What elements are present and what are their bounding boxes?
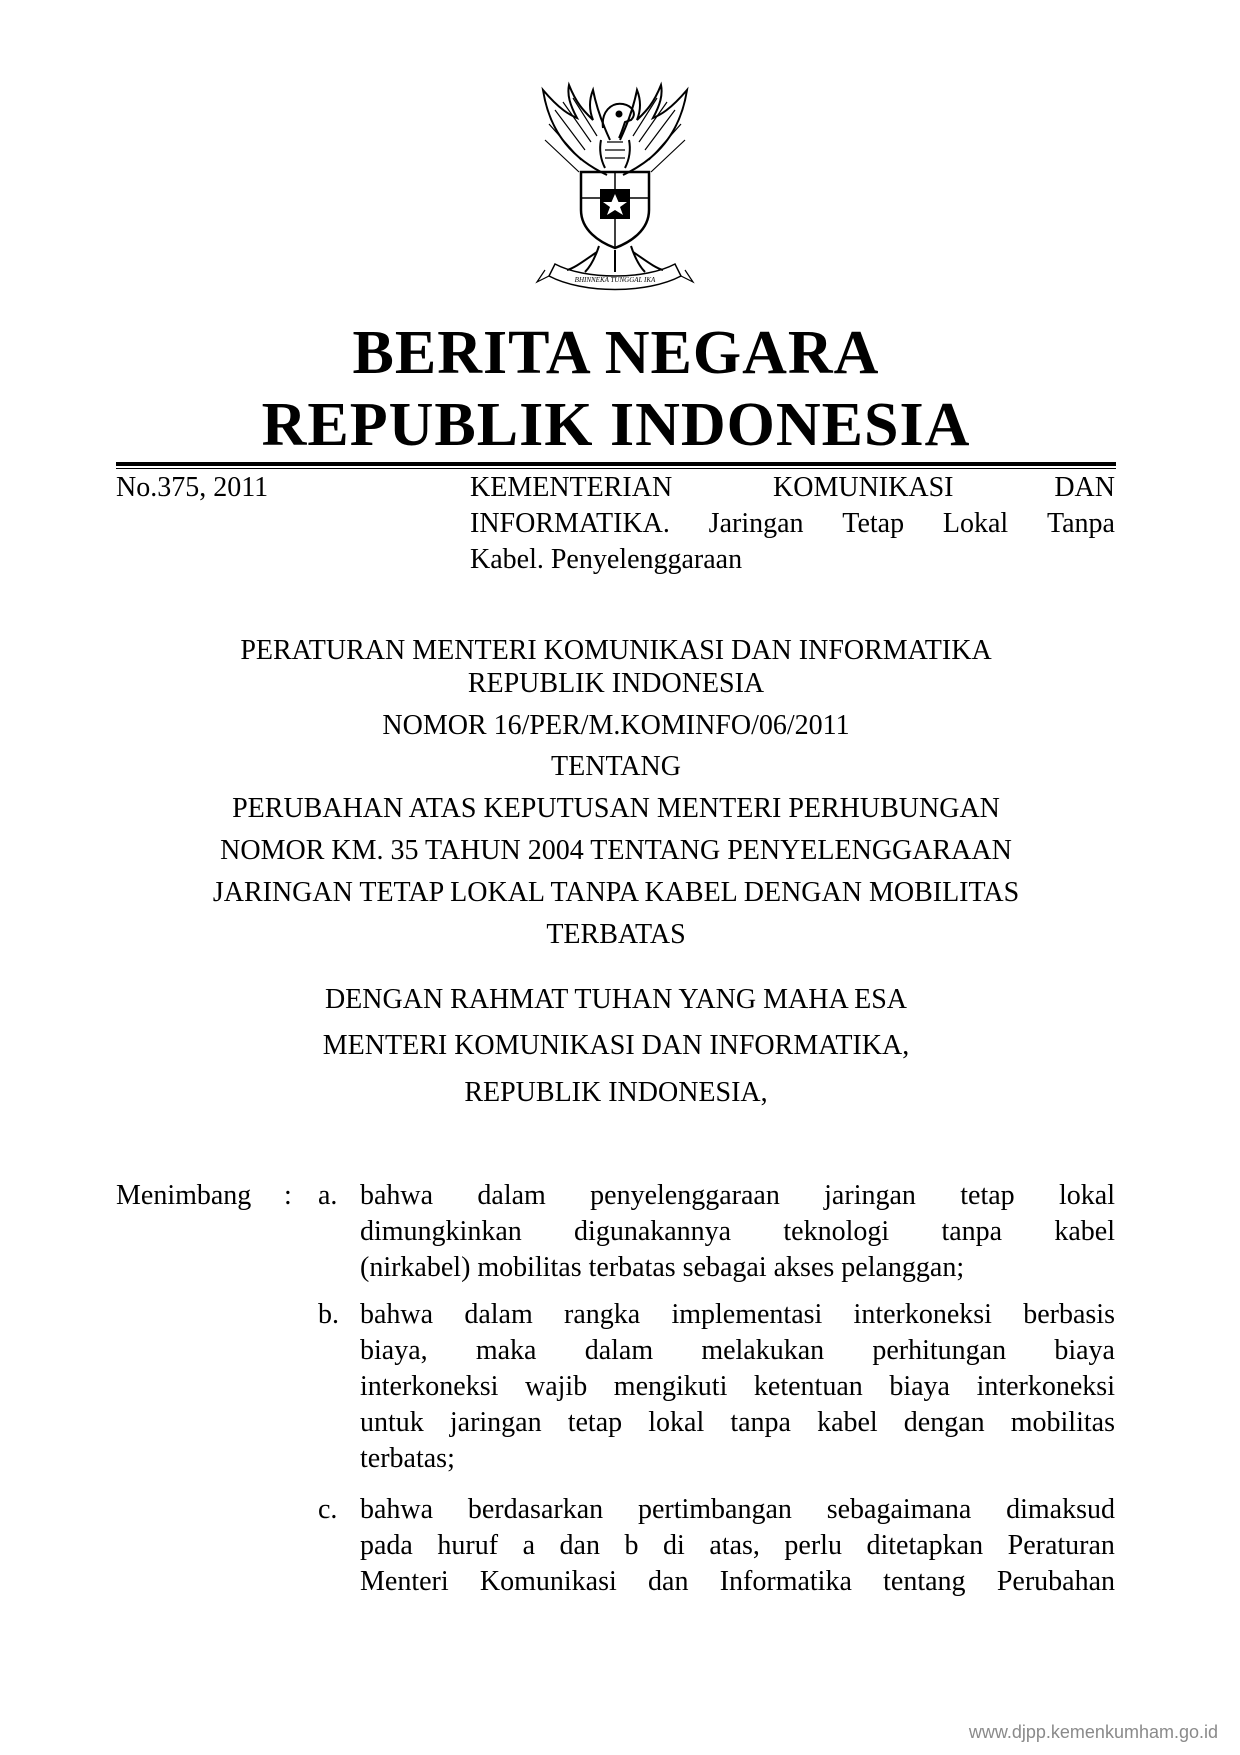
word: dan xyxy=(648,1566,689,1597)
regulation-about: TENTANG xyxy=(551,751,681,782)
word: huruf xyxy=(437,1530,499,1561)
gazette-title-line1: BERITA NEGARA xyxy=(352,319,880,387)
header-rule xyxy=(116,462,1116,466)
gazette-number: No.375, 2011 xyxy=(116,472,269,503)
considering-colon: : xyxy=(284,1180,292,1211)
considering-item-c xyxy=(360,1492,1115,1600)
word: sebagaimana xyxy=(826,1494,972,1525)
gazette-subject-line1 xyxy=(470,470,1115,506)
word: Informatika xyxy=(719,1566,852,1597)
regulation-heading-line2: REPUBLIK INDONESIA xyxy=(467,668,765,699)
word: berdasarkan xyxy=(467,1494,604,1525)
word: ketentuan xyxy=(753,1371,863,1402)
item-line xyxy=(360,1214,1115,1250)
footer-url: www.djpp.kemenkumham.go.id xyxy=(968,1722,1218,1742)
item-line xyxy=(360,1178,1115,1214)
preamble-line1: DENGAN RAHMAT TUHAN YANG MAHA ESA xyxy=(324,984,908,1015)
word: penyelenggaraan xyxy=(590,1180,780,1211)
preamble-line2: MENTERI KOMUNIKASI DAN INFORMATIKA, xyxy=(322,1030,910,1061)
word: jaringan xyxy=(824,1180,916,1211)
word: atas, xyxy=(709,1530,760,1561)
word: untuk xyxy=(360,1407,424,1438)
word: a xyxy=(522,1530,536,1561)
word: bahwa xyxy=(360,1180,434,1211)
word: dimaksud xyxy=(1006,1494,1115,1525)
regulation-number: NOMOR 16/PER/M.KOMINFO/06/2011 xyxy=(382,710,850,741)
word: pada xyxy=(360,1530,413,1561)
word: digunakannya xyxy=(574,1216,732,1247)
regulation-title-line2: NOMOR KM. 35 TAHUN 2004 TENTANG PENYELENGGARAAN xyxy=(220,835,1012,866)
word: dengan xyxy=(903,1407,985,1438)
subject-word: Jaringan xyxy=(708,508,804,539)
word: dalam xyxy=(584,1335,654,1366)
word: biaya, xyxy=(360,1335,428,1366)
item-line xyxy=(360,1369,1115,1405)
subject-word: Lokal xyxy=(942,508,1009,539)
word: tetap xyxy=(960,1180,1015,1211)
word: teknologi xyxy=(783,1216,890,1247)
word: ditetapkan xyxy=(866,1530,984,1561)
word: berbasis xyxy=(1023,1299,1115,1330)
subject-word: INFORMATIKA. xyxy=(470,508,670,539)
subject-word: Tanpa xyxy=(1046,508,1115,539)
word: wajib xyxy=(525,1371,588,1402)
word: maka xyxy=(475,1335,537,1366)
word: kabel xyxy=(817,1407,878,1438)
word: biaya xyxy=(889,1371,950,1402)
word: perhitungan xyxy=(872,1335,1007,1366)
gazette-title-line2: REPUBLIK INDONESIA xyxy=(261,391,971,459)
regulation-heading-line1: PERATURAN MENTERI KOMUNIKASI DAN INFORMATIKA xyxy=(240,635,992,666)
gazette-subject-line2 xyxy=(470,506,1115,542)
word: Komunikasi xyxy=(479,1566,617,1597)
subject-word: DAN xyxy=(1054,472,1115,503)
word: melakukan xyxy=(701,1335,825,1366)
word: interkoneksi xyxy=(360,1371,499,1402)
word: tetap xyxy=(567,1407,623,1438)
item-letter: b. xyxy=(318,1299,339,1330)
word: Peraturan xyxy=(1007,1530,1115,1561)
regulation-title-line3: JARINGAN TETAP LOKAL TANPA KABEL DENGAN MOBILITAS xyxy=(212,877,1020,908)
word: tanpa xyxy=(730,1407,791,1438)
item-letter: c. xyxy=(318,1494,338,1525)
word: dalam xyxy=(477,1180,546,1211)
word: Menteri xyxy=(360,1566,449,1597)
item-last-line: terbatas; xyxy=(360,1443,455,1474)
word: pertimbangan xyxy=(637,1494,792,1525)
word: lokal xyxy=(648,1407,705,1438)
regulation-title-line4: TERBATAS xyxy=(546,919,686,950)
item-line xyxy=(360,1405,1115,1441)
word: di xyxy=(663,1530,685,1561)
item-letter: a. xyxy=(318,1180,338,1211)
word: perlu xyxy=(784,1530,842,1561)
word: tanpa xyxy=(941,1216,1003,1247)
word: dalam xyxy=(464,1299,533,1330)
preamble-line3: REPUBLIK INDONESIA, xyxy=(464,1077,768,1108)
considering-item-a xyxy=(360,1178,1115,1286)
garuda-emblem xyxy=(515,80,715,300)
word: tentang xyxy=(883,1566,966,1597)
considering-label: Menimbang xyxy=(116,1180,252,1211)
word: bahwa xyxy=(360,1494,434,1525)
word: implementasi xyxy=(671,1299,823,1330)
word: biaya xyxy=(1054,1335,1115,1366)
word: kabel xyxy=(1054,1216,1115,1247)
word: lokal xyxy=(1058,1180,1115,1211)
word: mobilitas xyxy=(1010,1407,1115,1438)
word: mengikuti xyxy=(613,1371,728,1402)
considering-item-b xyxy=(360,1297,1115,1477)
word: jaringan xyxy=(449,1407,542,1438)
gazette-subject xyxy=(470,470,1115,578)
item-line xyxy=(360,1333,1115,1369)
item-line xyxy=(360,1564,1115,1600)
item-line xyxy=(360,1492,1115,1528)
gazette-subject-line3: Kabel. Penyelenggaraan xyxy=(470,544,743,575)
subject-word: Tetap xyxy=(842,508,905,539)
word: bahwa xyxy=(360,1299,434,1330)
word: b xyxy=(624,1530,639,1561)
subject-word: KOMUNIKASI xyxy=(773,472,954,503)
word: Perubahan xyxy=(996,1566,1115,1597)
regulation-title-line1: PERUBAHAN ATAS KEPUTUSAN MENTERI PERHUBUNGAN xyxy=(232,793,1000,824)
word: dan xyxy=(559,1530,600,1561)
item-line xyxy=(360,1297,1115,1333)
word: interkoneksi xyxy=(853,1299,992,1330)
item-last-line: (nirkabel) mobilitas terbatas sebagai akses pelanggan; xyxy=(360,1252,965,1283)
subject-word: KEMENTERIAN xyxy=(470,472,673,503)
word: dimungkinkan xyxy=(360,1216,522,1247)
emblem-motto: BHINNEKA TUNGGAL IKA xyxy=(574,276,656,284)
word: interkoneksi xyxy=(976,1371,1115,1402)
header-rule-thin xyxy=(116,468,1116,469)
word: rangka xyxy=(564,1299,641,1330)
item-line xyxy=(360,1528,1115,1564)
